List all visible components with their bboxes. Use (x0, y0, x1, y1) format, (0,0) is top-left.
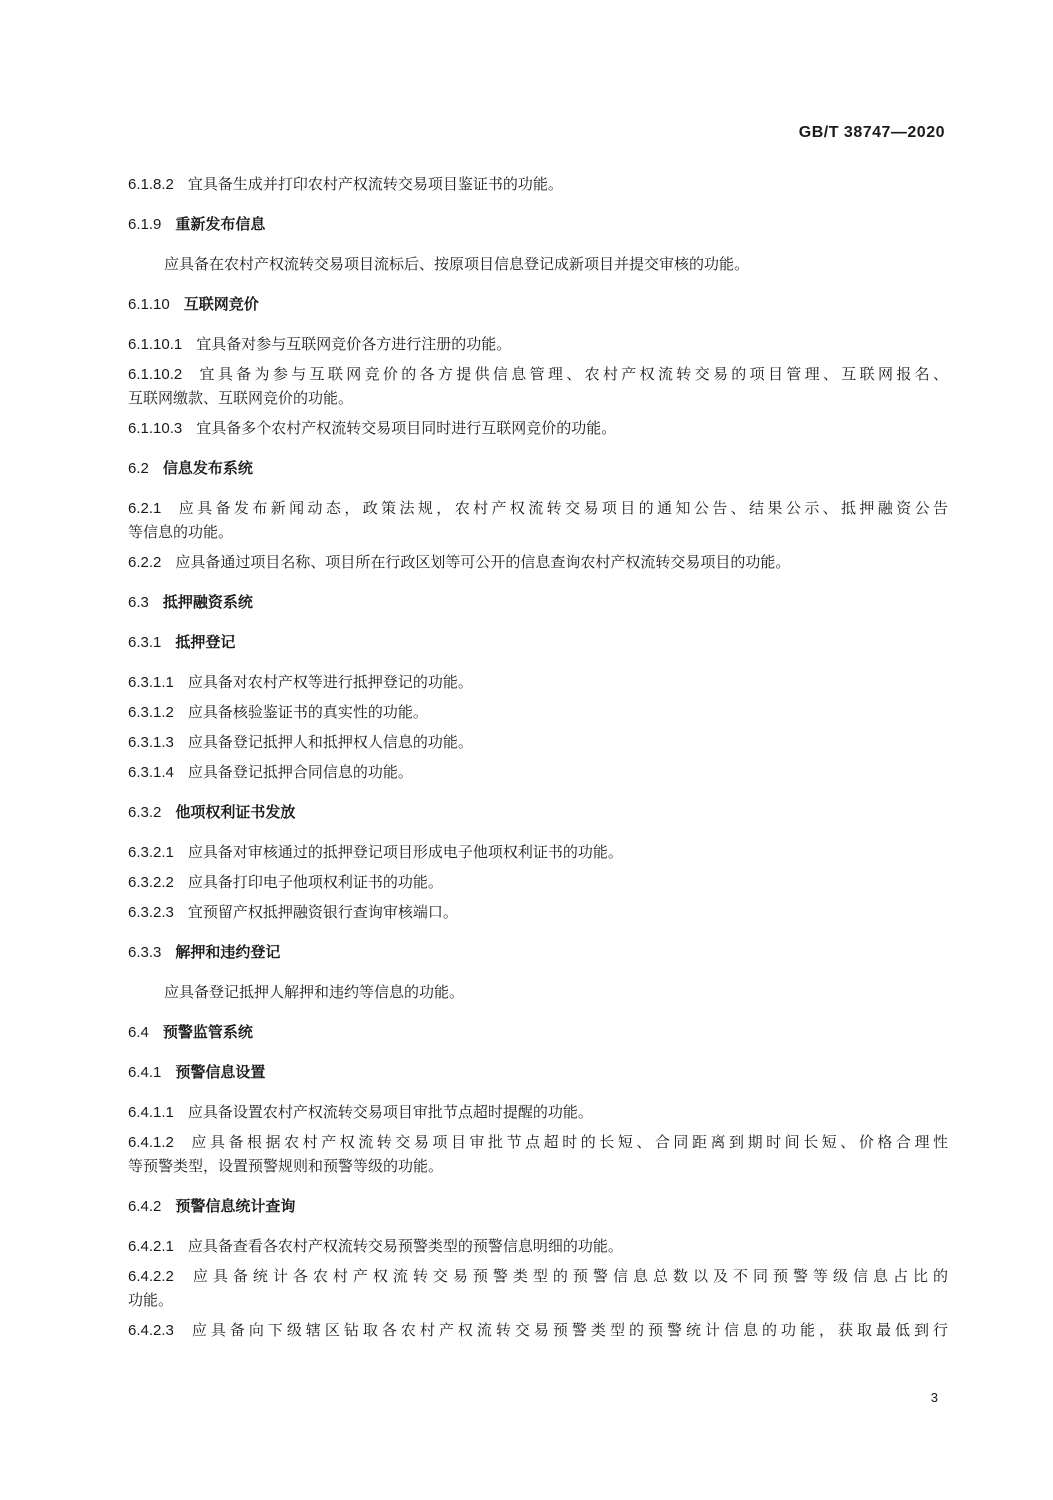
clause-6-4-2-2 (128, 1264, 948, 1288)
clause-number: 6.4.2.3 (128, 1322, 174, 1339)
clause-6-3-2-1 (128, 840, 948, 864)
clause-6-3-1-1 (128, 670, 948, 694)
clause-number: 6.3.1.2 (128, 704, 174, 721)
document-body (128, 172, 948, 1342)
clause-6-3-1-2 (128, 700, 948, 724)
heading-text: 他项权利证书发放 (175, 803, 296, 821)
heading-number: 6.3.1 (128, 634, 162, 651)
clause-6-4-1-2-cont: 等预警类型，设置预警规则和预警等级的功能。 (128, 1157, 444, 1175)
clause-number: 6.3.2.3 (128, 904, 174, 921)
heading-number: 6.4 (128, 1024, 149, 1041)
heading-6-1-9 (128, 212, 948, 236)
clause-6-2-2 (128, 550, 948, 574)
clause-6-1-8-2 (128, 172, 948, 196)
clause-number: 6.4.1.1 (128, 1104, 174, 1121)
clause-number: 6.1.10.1 (128, 336, 183, 353)
heading-text: 预警监管系统 (162, 1023, 253, 1041)
clause-text: 应具备对农村产权等进行抵押登记的功能。 (187, 673, 473, 691)
heading-number: 6.4.2 (128, 1198, 162, 1215)
clause-6-1-10-3 (128, 416, 948, 440)
clause-text: 应具备通过项目名称、项目所在行政区划等可公开的信息查询农村产权流转交易项目的功能。 (175, 553, 791, 571)
clause-6-4-2-1 (128, 1234, 948, 1258)
heading-6-3-2 (128, 800, 948, 824)
heading-6-3 (128, 590, 948, 614)
heading-6-3-3 (128, 940, 948, 964)
heading-text: 抵押登记 (175, 633, 236, 651)
clause-6-1-10-2 (128, 362, 948, 386)
clause-number: 6.3.1.1 (128, 674, 174, 691)
paragraph-6-1-9: 应具备在农村产权流转交易项目流标后、按原项目信息登记成新项目并提交审核的功能。 (164, 255, 750, 273)
clause-number: 6.2.2 (128, 554, 162, 571)
clause-6-4-2-3 (128, 1318, 948, 1342)
heading-number: 6.1.10 (128, 296, 170, 313)
page-number: 3 (930, 1390, 938, 1405)
clause-text: 宜具备生成并打印农村产权流转交易项目鉴证书的功能。 (187, 175, 563, 193)
heading-6-4-1 (128, 1060, 948, 1084)
heading-text: 解押和违约登记 (175, 943, 281, 961)
clause-text: 应具备根据农村产权流转交易项目审批节点超时的长短、合同距离到期时间长短、价格合理性 (187, 1133, 948, 1151)
clause-number: 6.2.1 (128, 500, 162, 517)
clause-number: 6.3.1.4 (128, 764, 174, 781)
clause-number: 6.1.10.2 (128, 366, 183, 383)
clause-text: 应具备设置农村产权流转交易项目审批节点超时提醒的功能。 (187, 1103, 593, 1121)
standard-code: GB/T 38747—2020 (798, 124, 945, 141)
clause-number: 6.4.2.1 (128, 1238, 174, 1255)
heading-number: 6.4.1 (128, 1064, 162, 1081)
clause-number: 6.1.10.3 (128, 420, 183, 437)
clause-6-2-1 (128, 496, 948, 520)
clause-text: 宜具备多个农村产权流转交易项目同时进行互联网竞价的功能。 (196, 419, 617, 437)
heading-number: 6.3.3 (128, 944, 162, 961)
clause-text: 应具备统计各农村产权流转交易预警类型的预警信息总数以及不同预警等级信息占比的 (187, 1267, 948, 1285)
heading-text: 重新发布信息 (175, 215, 266, 233)
heading-text: 互联网竞价 (183, 295, 259, 313)
clause-text: 应具备发布新闻动态，政策法规，农村产权流转交易项目的通知公告、结果公示、抵押融资公告 (175, 499, 948, 517)
heading-6-4 (128, 1020, 948, 1044)
clause-6-3-1-3 (128, 730, 948, 754)
heading-number: 6.1.9 (128, 216, 162, 233)
heading-number: 6.2 (128, 460, 149, 477)
heading-text: 信息发布系统 (162, 459, 253, 477)
clause-text: 应具备查看各农村产权流转交易预警类型的预警信息明细的功能。 (187, 1237, 623, 1255)
clause-text: 宜预留产权抵押融资银行查询审核端口。 (187, 903, 458, 921)
heading-number: 6.3.2 (128, 804, 162, 821)
clause-text: 宜具备对参与互联网竞价各方进行注册的功能。 (196, 335, 512, 353)
clause-number: 6.4.1.2 (128, 1134, 174, 1151)
clause-6-1-10-2-cont: 互联网缴款、互联网竞价的功能。 (128, 389, 354, 407)
clause-number: 6.3.2.1 (128, 844, 174, 861)
clause-text: 应具备向下级辖区钻取各农村产权流转交易预警类型的预警统计信息的功能，获取最低到行 (187, 1321, 948, 1339)
clause-6-4-2-2-cont: 功能。 (128, 1291, 174, 1309)
clause-number: 6.3.2.2 (128, 874, 174, 891)
clause-text: 应具备对审核通过的抵押登记项目形成电子他项权利证书的功能。 (187, 843, 623, 861)
clause-6-4-1-2 (128, 1130, 948, 1154)
clause-6-3-2-3 (128, 900, 948, 924)
clause-text: 应具备核验鉴证书的真实性的功能。 (187, 703, 428, 721)
clause-text: 应具备登记抵押合同信息的功能。 (187, 763, 413, 781)
clause-number: 6.3.1.3 (128, 734, 174, 751)
heading-text: 抵押融资系统 (162, 593, 253, 611)
clause-text: 宜具备为参与互联网竞价的各方提供信息管理、农村产权流转交易的项目管理、互联网报名、 (196, 365, 948, 383)
heading-6-4-2 (128, 1194, 948, 1218)
clause-text: 应具备打印电子他项权利证书的功能。 (187, 873, 443, 891)
heading-6-3-1 (128, 630, 948, 654)
paragraph-6-3-3: 应具备登记抵押人解押和违约等信息的功能。 (164, 983, 465, 1001)
clause-6-3-1-4 (128, 760, 948, 784)
clause-number: 6.4.2.2 (128, 1268, 174, 1285)
heading-text: 预警信息设置 (175, 1063, 266, 1081)
clause-6-4-1-1 (128, 1100, 948, 1124)
clause-6-1-10-1 (128, 332, 948, 356)
heading-text: 预警信息统计查询 (175, 1197, 296, 1215)
heading-6-2 (128, 456, 948, 480)
heading-number: 6.3 (128, 594, 149, 611)
clause-6-3-2-2 (128, 870, 948, 894)
clause-text: 应具备登记抵押人和抵押权人信息的功能。 (187, 733, 473, 751)
clause-number: 6.1.8.2 (128, 176, 174, 193)
heading-6-1-10 (128, 292, 948, 316)
clause-6-2-1-cont: 等信息的功能。 (128, 523, 234, 541)
